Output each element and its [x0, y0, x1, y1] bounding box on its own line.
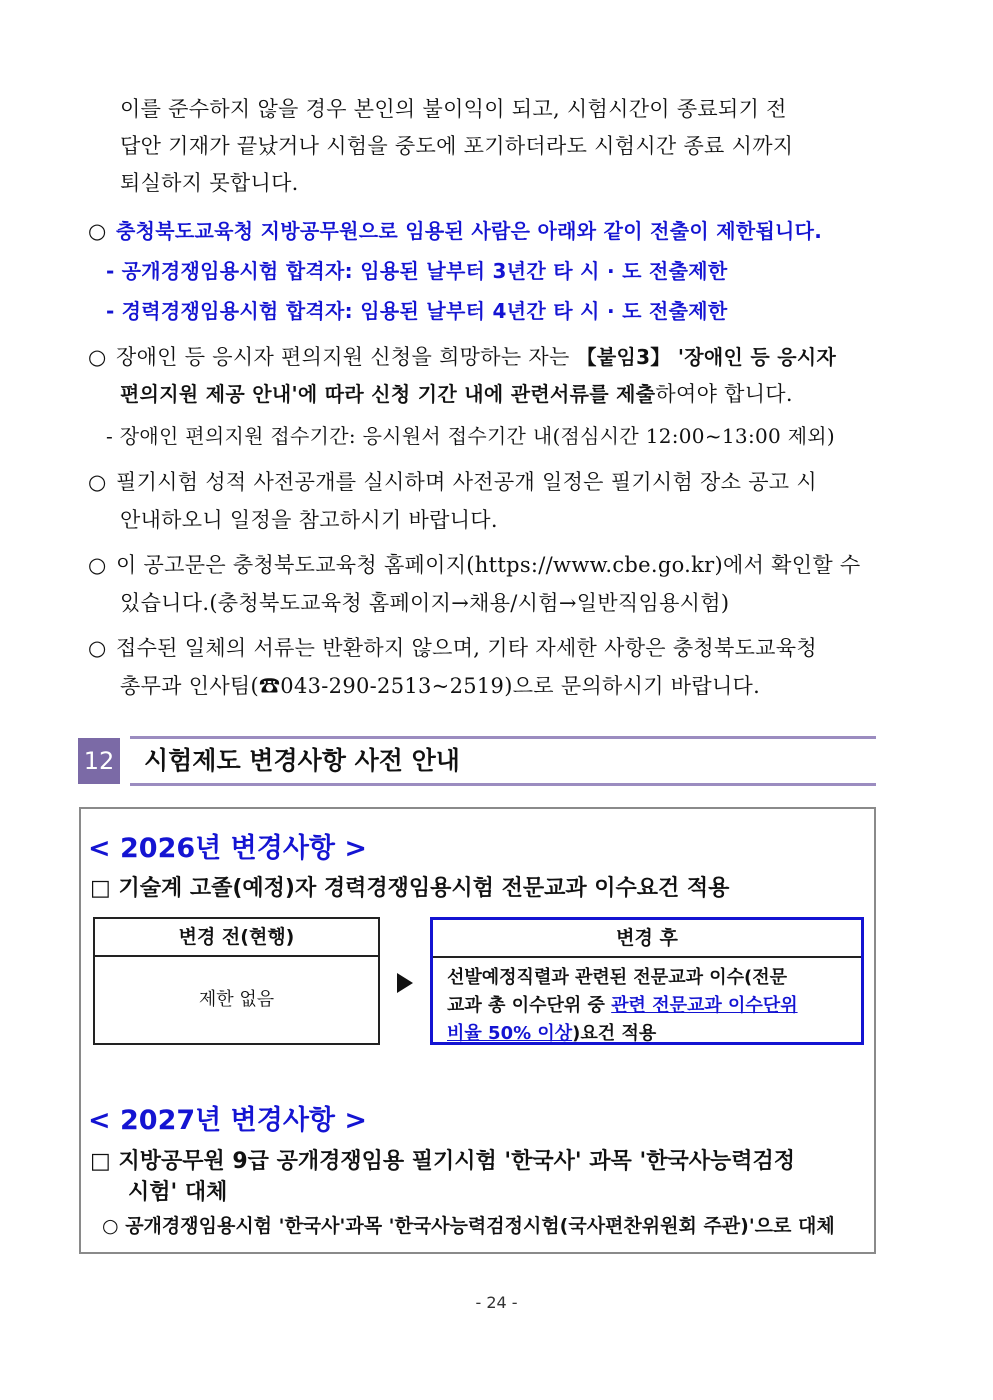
before-value: 제한 없음 [198, 989, 275, 1010]
heading-2026: < 2026년 변경사항 > [88, 833, 368, 864]
dash-mark: - [106, 424, 114, 448]
after-line-2a: 교과 총 이수단위 중 [447, 995, 612, 1016]
bullet-circle: ○ [88, 345, 107, 369]
disabled-item-cont [120, 379, 793, 409]
page-number: - 24 - [475, 1293, 518, 1312]
after-line-3 [447, 1020, 861, 1048]
score-item [88, 467, 817, 497]
after-line-3b: )요건 적용 [572, 1023, 657, 1044]
after-line-2 [447, 992, 861, 1020]
item-2027-line-1: □ 지방공무원 9급 공개경쟁임용 필기시험 '한국사' 과목 '한국사능력검정 [90, 1149, 795, 1174]
section-number: 12 [78, 738, 120, 784]
after-line-2b: 관련 전문교과 이수단위 [611, 995, 798, 1016]
section-title: 시험제도 변경사항 사전 안내 [144, 746, 460, 775]
docs-text-1: 접수된 일체의 서류는 반환하지 않으며, 기타 자세한 사항은 충청북도교육청 [116, 636, 817, 660]
section-rule-bottom [130, 783, 876, 786]
transfer-main-text: 충청북도교육청 지방공무원으로 임용된 사람은 아래와 같이 전출이 제한됩니다. [116, 219, 823, 243]
transfer-item [88, 216, 822, 246]
after-table [430, 917, 864, 1045]
disabled-text-b: 【붙임3】 '장애인 등 응시자 [576, 345, 837, 369]
transfer-sub-1-text: 공개경쟁임용시험 합격자: 임용된 날부터 3년간 타 시 · 도 전출제한 [121, 259, 728, 283]
notice-text-1[interactable]: 이 공고문은 충청북도교육청 홈페이지(https://www.cbe.go.kr)에서 확인할 수 [116, 553, 861, 577]
disabled-text-d: 하여야 합니다. [655, 382, 793, 406]
before-table [93, 917, 380, 1045]
arrow-right-icon [397, 973, 413, 993]
after-line-3a: 비율 50% 이상 [447, 1023, 573, 1044]
dash-mark: - [106, 259, 115, 283]
score-text-2: 안내하오니 일정을 참고하시기 바랍니다. [120, 508, 498, 532]
notice-text-2: 있습니다.(충청북도교육청 홈페이지→채용/시험→일반직임용시험) [120, 591, 730, 615]
transfer-sub-2 [106, 296, 728, 326]
item-2026: □ 기술계 고졸(예정)자 경력경쟁임용시험 전문교과 이수요건 적용 [90, 876, 730, 901]
bullet-circle: ○ [88, 470, 107, 494]
disabled-text-a: 장애인 등 응시자 편의지원 신청을 희망하는 자는 [116, 345, 577, 369]
disabled-sub-text: 장애인 편의지원 접수기간: 응시원서 접수기간 내(점심시간 12:00~13:00 제외) [119, 424, 836, 448]
section-rule-top [130, 736, 876, 739]
score-text-1: 필기시험 성적 사전공개를 실시하며 사전공개 일정은 필기시험 장소 공고 시 [116, 470, 817, 494]
transfer-sub-2-text: 경력경쟁임용시험 합격자: 임용된 날부터 4년간 타 시 · 도 전출제한 [121, 299, 728, 323]
docs-item [88, 633, 817, 663]
notice-item [88, 550, 860, 580]
dash-mark: - [106, 299, 115, 323]
disabled-sub [106, 421, 835, 451]
bullet-circle: ○ [88, 636, 107, 660]
section-header [78, 736, 876, 786]
disabled-item [88, 342, 836, 372]
intro-line-1: 이를 준수하지 않을 경우 본인의 불이익이 되고, 시험시간이 종료되기 전 [120, 97, 787, 121]
after-value [433, 958, 861, 1048]
item-2027-sub: ○ 공개경쟁임용시험 '한국사'과목 '한국사능력검정시험(국사편찬위원회 주관)'으로 대체 [102, 1215, 835, 1237]
intro-line-2: 답안 기재가 끝났거나 시험을 중도에 포기하더라도 시험시간 종료 시까지 [120, 134, 794, 158]
item-2027-line-2: 시험' 대체 [128, 1180, 228, 1205]
after-line-1: 선발예정직렬과 관련된 전문교과 이수(전문 [447, 967, 788, 988]
intro-line-3: 퇴실하지 못합니다. [120, 171, 299, 195]
heading-2027: < 2027년 변경사항 > [88, 1105, 368, 1136]
bullet-circle: ○ [88, 553, 107, 577]
before-header: 변경 전(현행) [95, 919, 378, 957]
bullet-circle: ○ [88, 219, 107, 243]
after-header: 변경 후 [433, 920, 861, 958]
docs-text-2: 총무과 인사팀(☎043-290-2513~2519)으로 문의하시기 바랍니다. [120, 674, 761, 698]
transfer-sub-1 [106, 256, 728, 286]
disabled-text-c: 편의지원 제공 안내'에 따라 신청 기간 내에 관련서류를 제출 [120, 382, 656, 406]
